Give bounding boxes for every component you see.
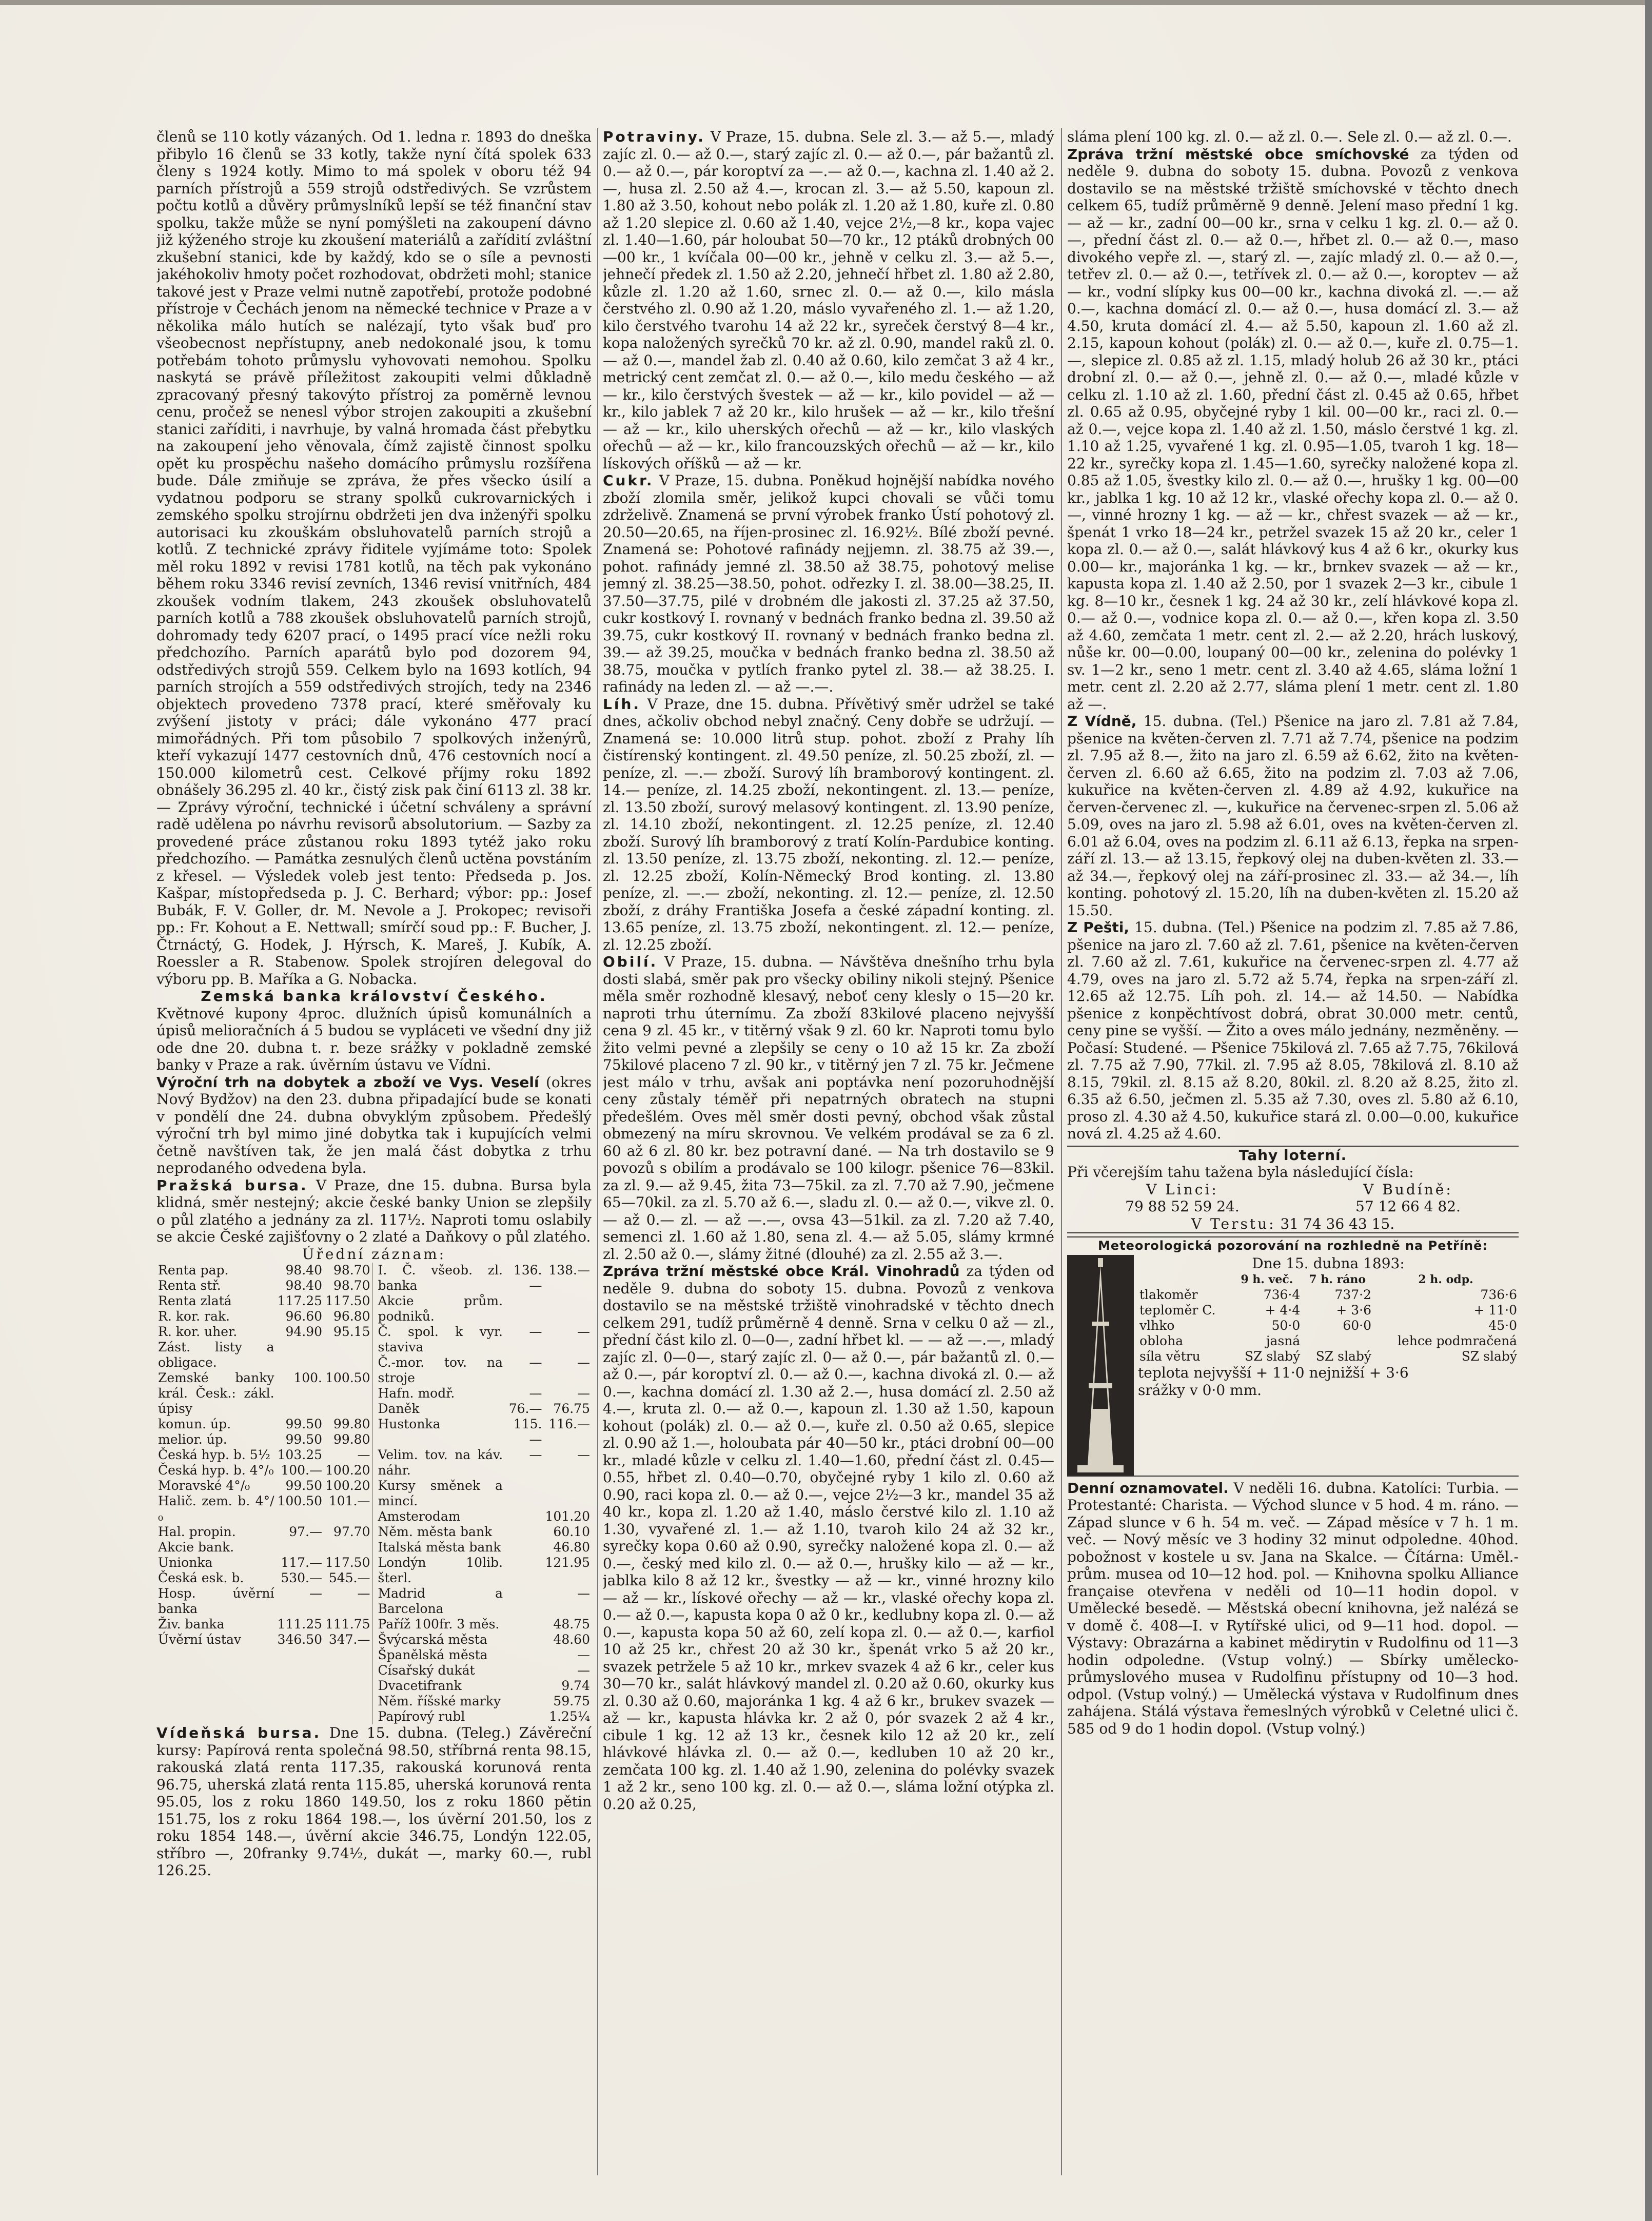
column-3-continuation: sláma plení 100 kg. zl. 0.— až zl. 0.—. Sele zl. 0.— až zl. 0.—. xyxy=(1067,128,1512,145)
exchange-right-row xyxy=(377,1386,592,1401)
land-bank-heading: Zemská banka království Českého. xyxy=(201,988,547,1005)
prague-exchange-text: V Praze, dne 15. dubna. Bursa byla klidná, směr nestejný; akcie české banky Union se zlepšily o půl zlatého a jednány za zl. 117½. Naproti tomu oslabily se akcie České zajišťovny o 2 zlaté a Daňkovy o půl zlatého. xyxy=(156,1176,592,1245)
exchange-right-cell: 1.25⅟₄ xyxy=(549,1709,590,1724)
exchange-left-cell: Halič. zem. b. 4°/₀ xyxy=(158,1493,274,1524)
exchange-right-cell: Něm. říšské marky xyxy=(378,1694,501,1708)
exchange-left-cell: Úvěrní ústav xyxy=(158,1632,241,1647)
exchange-right-cell: 48.75 xyxy=(553,1617,590,1632)
exchange-right-cell: — xyxy=(577,1355,590,1370)
exchange-left-row xyxy=(156,1309,372,1324)
exchange-right-cell xyxy=(504,1694,543,1709)
exchange-right-row xyxy=(377,1355,592,1386)
meteo-cell: + 11·0 xyxy=(1473,1303,1517,1318)
exchange-left-cell: — xyxy=(309,1586,323,1601)
exchange-right-cell xyxy=(504,1524,543,1540)
exchange-right-cell: — xyxy=(577,1324,590,1339)
provisions-heading: Potraviny. xyxy=(603,128,705,145)
exchange-left-cell: Česká hyp. b. 5⅟₂ xyxy=(158,1447,270,1462)
exchange-left-row xyxy=(156,1447,372,1463)
exchange-left-cell: Zemské banky král. Česk.: zákl. úpisy xyxy=(158,1370,274,1416)
meteo-cell xyxy=(1302,1333,1373,1349)
exchange-left-row xyxy=(156,1340,372,1370)
exchange-right-cell: — xyxy=(529,1447,542,1462)
lottery-buda-numbers: 57 12 66 4 82. xyxy=(1355,1198,1461,1215)
prague-exchange-heading: Pražská bursa. xyxy=(156,1176,308,1194)
provisions-text: V Praze, 15. dubna. Sele zl. 3.— až 5.—, mladý zajíc zl. 0.— až 0.—, starý zajíc zl. 0.— až 0.—, pár bažantů zl. 0.— až 0.—, pár koroptví za —.— až 0.—, kachna zl. 1.40 až 2.—, husa zl. 2.50 až 4.—, krocan zl. 3.— až 5.50, kapoun zl. 1.80 až 3.50, kohout nebo polák zl. 1.20 až 1.80, kuře zl. 0.80 až 1.20 slepice zl. 0.60 až 1.40, vejce 2⅟₂,—8 kr., kopa vajec zl. 1.40—1.60, pár holoubat 50—70 kr., 12 ptáků drobných 00—00 kr., 1 kvíčala 00—00 kr., jehně v celku zl. 3.— až 5.—, jehnečí předek zl. 1.50 až 2.20, jehnečí hřbet zl. 1.80 až 2.80, kůzle zl. 1.20 až 1.60, srnec zl. 0.— až 0.—, kilo másla čerstvého zl. 0.90 až 1.20, máslo vyvařeného zl. 1.— až 1.20, kilo čerstvého tvarohu 14 až 22 kr., syreček čerstvý 8—4 kr., kopa naložených syrečků 70 kr. až zl. 0.90, mandel raků zl. 0.— až 0.—, mandel žab zl. 0.40 až 0.60, kilo zemčat 3 až 4 kr., metrický cent zemčat zl. 0.— až 0.—, kilo medu českého — až — kr., kilo čerstvých švestek — až — kr., kilo povidel — až — kr., kilo jablek 7 až 20 kr., kilo hrušek — až — kr., kilo třešní — až — kr., kilo uherských ořechů — až — kr., kilo vlaských ořechů — až — kr., kilo francouzských ořechů — až — kr., kilo lískových oříšků — až — kr. xyxy=(603,128,1054,472)
exchange-left-cell: 346.50 xyxy=(277,1632,323,1647)
exchange-right-row xyxy=(377,1447,592,1478)
exchange-right-cell: 116.— xyxy=(548,1417,590,1431)
pest-report-heading: Z Pešti, xyxy=(1067,919,1130,936)
meteo-precipitation: srážky v 0·0 mm. xyxy=(1138,1381,1262,1399)
exchange-left-cell: 99.80 xyxy=(333,1432,370,1447)
exchange-right-row xyxy=(377,1678,592,1694)
exchange-right-cell xyxy=(504,1586,543,1617)
column-rule-2 xyxy=(1061,128,1062,2175)
exchange-right-row xyxy=(377,1293,592,1324)
exchange-left-row xyxy=(156,1324,372,1340)
exchange-left-row xyxy=(156,1586,372,1617)
petrin-tower-icon xyxy=(1067,1255,1134,1476)
meteo-row xyxy=(1138,1349,1519,1364)
exchange-left-row xyxy=(156,1463,372,1478)
exchange-left-cell: 98.70 xyxy=(333,1278,370,1293)
column-rule-1 xyxy=(597,128,598,2175)
annual-fair-heading: Výroční trh na dobytek a zboží ve Vys. Veselí xyxy=(156,1073,539,1091)
exchange-right-cell: 115.— xyxy=(513,1417,542,1447)
meteo-date: Dne 15. dubna 1893: xyxy=(1252,1254,1405,1272)
exchange-left-row xyxy=(156,1478,372,1493)
column-2 xyxy=(603,128,1054,2175)
meteo-cell: SZ slabý xyxy=(1244,1349,1301,1364)
exchange-left-cell: — xyxy=(357,1586,370,1601)
exchange-right-cell: — xyxy=(577,1586,590,1601)
vinohrady-market-heading: Zpráva tržní městské obce Král. Vinohradů xyxy=(603,1263,960,1280)
meteo-col-evening: 9 h. več. xyxy=(1241,1273,1293,1286)
exchange-right-cell: — xyxy=(529,1355,542,1370)
exchange-left-row xyxy=(156,1524,372,1540)
exchange-left-cell: Živ. banka xyxy=(158,1617,225,1632)
exchange-right-cell: Amsterodam xyxy=(378,1509,461,1524)
exchange-right-cell: Velim. tov. na káv. náhr. xyxy=(378,1447,503,1478)
exchange-right-cell xyxy=(504,1555,543,1586)
exchange-left-cell: 96.80 xyxy=(333,1309,370,1324)
exchange-right-cell: Hafn. modř. xyxy=(378,1386,455,1401)
exchange-right-row xyxy=(377,1509,592,1524)
exchange-right-cell xyxy=(504,1617,543,1632)
exchange-left-cell: 100.50 xyxy=(277,1493,323,1508)
exchange-right-cell: 59.75 xyxy=(553,1694,590,1708)
exchange-left-cell: Renta pap. xyxy=(158,1263,229,1277)
exchange-right-cell: Císařský dukát xyxy=(378,1663,475,1678)
exchange-right-cell: 136.— xyxy=(513,1263,542,1293)
exchange-left-cell: 100. xyxy=(293,1370,323,1385)
exchange-right-cell: Italská města bank xyxy=(378,1540,501,1555)
exchange-table-left xyxy=(156,1263,372,1647)
exchange-right-cell: 48.60 xyxy=(553,1632,590,1647)
exchange-left-cell: 99.50 xyxy=(285,1478,323,1493)
sugar-text: V Praze, 15. dubna. Poněkud hojnější nabídka nového zboží zlomila směr, jelikož kupci chovali se vůči tomu zdrželivě. Znamená se první výrobek franko Ústí pohotový zl. 20.50—20.65, na říjen-prosinec zl. 16.92⅟₂. Bílé zboží pevné. Znamená se: Pohotové rafinády nejjemn. zl. 38.75 až 39.—, pohot. rafinády jemné zl. 38.50 až 38.75, pohotový melise jemný zl. 38.25—38.50, pohot. odřezky I. zl. 38.00—38.25, II. 37.50—37.75, pilé v drobném dle jakosti zl. 37.25 až 37.50, cukr kostkový I. rovnaný v bednách franko bedna zl. 39.50 až 39.75, cukr kostkový II. rovnaný v bednách franko bedna zl. 39.— až 39.25, moučka v bednách franko bedna zl. 38.50 až 38.75, moučka v pytlích franko pytel zl. 38.— až 38.25. I. rafinády na leden zl. — až —.—. xyxy=(603,472,1054,695)
exchange-right-cell: — xyxy=(577,1447,590,1462)
exchange-right-cell: — xyxy=(577,1663,590,1678)
exchange-right-row xyxy=(377,1586,592,1617)
exchange-right-cell: 138.— xyxy=(548,1263,590,1277)
exchange-left-cell: 117.50 xyxy=(325,1293,370,1308)
exchange-right-cell: Madrid a Barcelona xyxy=(378,1586,503,1616)
exchange-right-cell: Londýn 10lib. šterl. xyxy=(378,1555,503,1585)
exchange-left-cell: 99.50 xyxy=(285,1417,323,1431)
meteo-cell: tlakoměr xyxy=(1139,1287,1198,1302)
spirits-text: V Praze, dne 15. dubna. Přívětivý směr udržel se také dnes, ačkoliv obchod nebyl značný. Ceny dobře se udržují. — Znamená se: 10.000 litrů stup. pohot. zboží z Prahy líh čistírenský kontingent. zl. 49.50 peníze, zl. 50.25 zboží, zl. — peníze, zl. —.— zboží. Surový líh bramborový kontingent. zl. 14.— peníze, zl. 14.25 zboží, nekontingent. zl. 13.— peníze, zl. 13.50 zboží, surový melasový kontingent. zl. 13.90 peníze, zl. 14.10 zboží, nekontingent. zl. 12.25 peníze, zl. 12.40 zboží. Surový líh bramborový z tratí Kolín-Pardubice konting. zl. 13.50 peníze, zl. 13.75 zboží, nekonting. zl. 12.— peníze, zl. 12.25 zboží, Kolín-Německý Brod konting. zl. 13.80 peníze, zl. —.— zboží, nekonting. zl. 12.— peníze, zl. 12.50 zboží, z dráhy Františka Josefa a české západní konting. zl. 13.65 peníze, zl. 13.75 zboží, nekontingent. zl. 12.— peníze, zl. 12.25 zboží. xyxy=(603,695,1054,953)
exchange-right-cell: 9.74 xyxy=(561,1678,590,1693)
exchange-left-cell: Akcie bank. xyxy=(158,1540,234,1555)
exchange-left-cell: 100.50 xyxy=(325,1370,370,1385)
exchange-right-cell: Č. spol. k vyr. staviva xyxy=(378,1324,503,1354)
exchange-table-right xyxy=(377,1263,592,1724)
exchange-right-cell: Č.-mor. tov. na stroje xyxy=(378,1355,503,1385)
lottery-trieste-numbers: 31 74 36 43 15. xyxy=(1280,1215,1395,1232)
exchange-right-cell: — xyxy=(577,1647,590,1662)
pest-report-text: 15. dubna. (Tel.) Pšenice na podzim zl. 7.85 až 7.86, pšenice na jaro zl. 7.60 až zl. 7.61, pšenice na květen-červen zl. 7.60 až zl. 7.61, kukuřice na červenec-srpen zl. 4.77 až 4.79, oves na jaro zl. 5.72 až 5.74, řepka na srpen-září zl. 12.65 až 12.75. Líh poh. zl. 14.— až 14.50. — Nabídka pšenice z konpěchtívost dobrá, obrat 30.000 metr. centů, ceny pine se vyšší. — Žito a oves málo jednány, nezměněny. — Počasí: Studené. — Pšenice 75kilová zl. 7.65 až 7.75, 76kilová zl. 7.75 až 7.90, 77kil. zl. 7.95 až 8.05, 78kilová zl. 8.10 až 8.15, 79kil. zl. 8.15 až 8.20, 80kil. zl. 8.20 až 8.25, žito zl. 6.35 až 6.50, ječmen zl. 5.35 až 7.30, oves zl. 5.80 až 6.10, proso zl. 4.30 až 4.50, kukuřice stará zl. 0.00—0.00, kukuřice nová zl. 4.25 až 4.60. xyxy=(1067,919,1519,1142)
exchange-right-row xyxy=(377,1632,592,1647)
exchange-right-cell xyxy=(504,1509,543,1524)
exchange-right-cell: Hustonka xyxy=(378,1417,441,1431)
exchange-left-cell: Česká esk. b. xyxy=(158,1570,244,1585)
exchange-left-row xyxy=(156,1417,372,1432)
exchange-left-row xyxy=(156,1432,372,1447)
exchange-right-row xyxy=(377,1263,592,1293)
exchange-right-row xyxy=(377,1617,592,1632)
vienna-report-text: 15. dubna. (Tel.) Pšenice na jaro zl. 7.81 až 7.84, pšenice na květen-červen zl. 7.71 až 7.74, pšenice na podzim zl. 7.95 až 8.—, žito na jaro zl. 6.59 až 6.62, žito na květen-červen zl. 6.60 až 6.65, žito na podzim zl. 7.03 až 7.06, kukuřice na květen-červen zl. 4.89 až 4.92, kukuřice na červen-červenec zl. —, kukuřice na červenec-srpen zl. 5.06 až 5.09, oves na jaro zl. 5.98 až 6.01, oves na květen-červen zl. 6.01 až 6.04, oves na podzim zl. 6.11 až 6.13, řepka na srpen-září zl. 13.— až 13.15, řepkový olej na duben-květen zl. 33.— až 34.—, řepkový olej na září-prosinec zl. 33.— až 34.—, líh konting. pohotový zl. 15.20, líh na duben-květen zl. 15.20 až 15.50. xyxy=(1067,713,1519,919)
exchange-left-cell: — xyxy=(357,1447,370,1462)
exchange-right-row xyxy=(377,1709,592,1724)
meteo-row xyxy=(1138,1333,1519,1349)
vienna-report-heading: Z Vídně, xyxy=(1067,713,1137,730)
exchange-left-cell xyxy=(276,1340,324,1370)
exchange-left-cell: 100.20 xyxy=(325,1478,370,1493)
exchange-left-cell: 95.15 xyxy=(333,1324,370,1339)
exchange-left-cell: 97.70 xyxy=(333,1524,370,1539)
daily-announcer-text: V neděli 16. dubna. Katolíci: Turbia. — Protestanté: Charista. — Východ slunce v 5 hod. 4 m. ráno. — Západ slunce v 6 h. 54 m. več. — Západ měsíce v 7 h. 1 m. več. — Nový měsíc ve 3 hodiny 32 minut odpoledne. 40hod. pobožnost v kostele u sv. Jana na Skalce. — Čítárna: Uměl.-prům. musea od 10—12 hod. pol. — Knihovna spolku Alliance française otevřena v neděli od 10—11 hodin dopol. v Umělecké besedě. — Městská obecní knihovna, jež nalézá se v domě č. 408—I. v Rytířské ulici, od 9—11 hod. dopol. — Výstavy: Obrazárna a kabinet mědirytin v Rudolfinu od 11—3 hodin odpoledne. (Vstup volný.) — Sbírky umělecko-průmyslového musea v Rudolfinu přístupny od 10—3 hod. odpol. (Vstup volný.) — Umělecká výstava v Rudolfinum dnes zahájena. Stálá výstava řemeslných výrobků v Celetné ulici č. 585 od 9 do 1 hodin dopol. (Vstup volný.) xyxy=(1067,1479,1519,1737)
exchange-left-row xyxy=(156,1370,372,1417)
exchange-left-cell: 99.80 xyxy=(333,1417,370,1431)
meteo-extremes: teplota nejvyšší + 11·0 nejnižší + 3·6 xyxy=(1138,1364,1409,1381)
lottery-trieste-label: V Terstu: xyxy=(1191,1215,1276,1232)
vienna-exchange-heading: Vídeňská bursa. xyxy=(156,1724,322,1741)
exchange-left-cell: melior. úp. xyxy=(158,1432,227,1447)
exchange-left-cell: 347.— xyxy=(328,1632,370,1647)
meteo-cell: obloha xyxy=(1139,1333,1184,1348)
meteo-cell: jasná xyxy=(1266,1333,1301,1348)
exchange-left-cell xyxy=(324,1340,371,1370)
exchange-right-row xyxy=(377,1324,592,1355)
exchange-right-cell xyxy=(504,1709,543,1724)
exchange-right-cell xyxy=(544,1293,592,1324)
exchange-right-row xyxy=(377,1663,592,1678)
page-edge-top xyxy=(0,0,1652,5)
exchange-right-row xyxy=(377,1555,592,1586)
exchange-left-row xyxy=(156,1555,372,1570)
boiler-association-report: členů se 110 kotly vázaných. Od 1. ledna r. 1893 do dneška přibylo 16 členů se 33 kotly, takže nyní čítá spolek 633 členy s 1924 kotly. Mimo to má spolek v oboru též 94 parních přístrojů a 559 strojů odstředivých. Se vzrůstem počtu kotlů a důvěry průmyslníků lepší se též finanční stav spolku, takže může se nyní pomýšleti na zakoupení dávno již kýženého stroje ku zkoušení materiálů a zařídití zvláštní zkušební stanici, kde by každý, kdo se o síle a pevnosti jakéhokoliv hmoty počet rozhodovat, obdržeti mohl; stanice takové jest v Praze velmi nutně zapotřebí, protože podobné přístroje v Čechách jenom na německé technice v Praze a v několika málo hutích se nalézají, tyto však buď pro všeobecnost nepřístupny, aneb nedokonalé jsou, k tomu potřebám tohoto průmyslu vyhovovati nemohou. Spolku naskytá se právě příležitost zakoupiti velmi důkladně zpracovaný přesný takovýto přístroj za poměrně levnou cenu, pročež se nenesl výbor strojen zakoupiti a zkušební stanici zaříditi, i navrhuje, by valná hromada část přebytku na zakoupení jeho věnovala, čímž zajistě činnost spolku opět ku prospěchu našeho domácího průmyslu rozšířena bude. Dále zmiňuje se zpráva, že přes všecko úsilí a vydatnou podporu se strany spolků cukrovarnických i zemského spolku strojírnu obdržeti jen dva inženýři spolku autorisaci ku zkouškám obsluhovatelů parních strojů a kotlů. Z technické zprávy řiditele vyjímáme toto: Spolek měl roku 1892 v revisi 1781 kotlů, na těch pak vykonáno během roku 3346 revisí zevních, 1346 revisí vnitřních, 484 zkoušek vodním tlakem, 243 zkoušek obsluhovatelů parních kotlů a 788 zkoušek obsluhovatelů parních strojů, dohromady tedy 6207 prací, o 1495 prací více nežli roku předchozího. Parních aparátů bylo pod dozorem 94, odstředivých strojů 559. Celkem bylo na 1693 kotlích, 94 parních strojích a 559 odstředivých strojích, tedy na 2346 objektech provedeno 7378 prací, které směřovaly ku zvýšení jistoty v práci; dále vykonáno 477 prací mimořádných. Při tom působilo 7 spolkových inženýrů, kteří vykazují 1477 cestovních dnů, 476 cestovních nocí a 150.000 kilometrů cest. Celkové příjmy roku 1892 obnášely 36.295 zl. 40 kr., čistý zisk pak činí 6113 zl. 38 kr. — Zprávy výroční, technické i účetní schváleny a správní radě udělena po návrhu revisorů absolutorium. — Sazby za provedené práce zůstanou roku 1893 tytéž jako roku předchozího. — Památka zesnulých členů uctěna povstáním z křesel. — Výsledek voleb jest tento: Předseda p. Jos. Kašpar, místopředseda p. J. C. Berhard; výbor: pp.: Josef Bubák, F. V. Goller, dr. M. Nevole a J. Prokopec; revisoři pp.: Fr. Kohout a E. Nettwall; smírčí soud pp.: F. Bucher, J. Čtrnáctý, G. Hodek, J. Hýrsch, K. Mareš, J. Kubík, A. Roessler a R. Stabenow. Spolek strojíren delegoval do výboru pp. B. Maříka a G. Nobacka. xyxy=(156,128,592,988)
exchange-tables xyxy=(156,1263,592,1724)
exchange-left-row xyxy=(156,1570,372,1586)
exchange-left-cell: Renta zlatá xyxy=(158,1293,232,1308)
lottery-linz-label: V Linci: xyxy=(1146,1181,1218,1198)
exchange-right-cell: 121.95 xyxy=(545,1555,590,1570)
daily-announcer-heading: Denní oznamovatel. xyxy=(1067,1479,1229,1497)
exchange-left-cell: 103.25 xyxy=(277,1447,323,1462)
meteo-col-morning: 7 h. ráno xyxy=(1309,1273,1366,1286)
page-edge-right xyxy=(1645,0,1652,2221)
smichov-market-text: za týden od neděle 9. dubna do soboty 15. dubna. Povozů z venkova dostavilo se na městské tržiště smíchovské v těchto dnech celkem 65, tudíž průměrně 9 denně. Jelení maso přední 1 kg. — až — kr., zadní 00—00 kr., srna v celku 1 kg. zl. 0.— až 0.—, přední část zl. 0.— až 0.—, hřbet zl. 0.— až 0.—, maso divokého vepře zl. —, starý zl. —, zajíc mladý zl. 0.— až 0.—, tetřev zl. 0.— až 0.—, tetřívek zl. 0.— až 0.—, koroptev — až — kr., vodní slípky kus 00—00 kr., kachna divoká zl. —.— až 0.—, kachna domácí zl. 0.— až 0.—, husa domácí zl. 3.— až 4.50, kruta domácí zl. 4.— až 5.50, kapoun zl. 1.60 až zl. 2.15, kapoun kohout (polák) zl. 0.— až 0.—, kuře zl. 0.75—1.—, slepice zl. 0.85 až zl. 1.15, mladý holub 26 až 30 kr., ptáci drobní zl. 0.— až 0.—, jehně zl. 0.— až 0.—, mladé kůzle v celku zl. 1.10 až zl. 1.60, přední část zl. 0.45 až 0.65, hřbet zl. 0.65 až 0.95, obyčejné ryby 1 kil. 00—00 kr., raci zl. 0.— až 0.—, vejce kopa zl. 1.40 až zl. 1.50, máslo čerstvé 1 kg. zl. 1.10 až 1.25, vyvařené 1 kg. zl. 0.95—1.05, tvaroh 1 kg. 18—22 kr., syrečky kopa zl. 1.45—1.60, syrečky naložené kopa zl. 0.85 až 1.05, švestky kilo zl. 0.— až 0.—, hrušky 1 kg. 00—00 kr., jablka 1 kg. 10 až 12 kr., vlaské ořechy kopa zl. 0.— až 0.—, vinné hrozny 1 kg. — až — kr., chřest svazek — až — kr., špenát 1 vrko 18—24 kr., petržel svazek 15 až 20 kr., celer 1 kopa zl. 0.— až 0.—, salát hlávkový kus 4 až 6 kr., okurky kus 0.00— kr., majoránka 1 kg. — kr., brnkev svazek — až — kr., kapusta kopa zl. 1.40 až 2.50, por 1 svazek 2—3 kr., cibule 1 kg. 8—10 kr., česnek 1 kg. 24 až 30 kr., zelí hlávkové kopa zl. 0.— až 0.—, vodnice kopa zl. 0.— až 0.—, křen kopa zl. 3.50 až 4.60, zemčata 1 metr. cent zl. 2.— až 2.20, hrách luskový, nůše kr. 00—0.00, loupaný 00—00 kr., zelenina do polévky 1 sv. 1—2 kr., seno 1 metr. cent zl. 3.40 až 4.65, sláma ložní 1 metr. cent zl. 2.20 až 2.77, sláma plení 1 metr. cent zl. 1.80 až —. xyxy=(1067,145,1519,713)
exchange-left-cell: Moravské 4°/₀ xyxy=(158,1478,250,1493)
meteo-box xyxy=(1067,1236,1519,1477)
exchange-right-cell: 101.20 xyxy=(545,1509,590,1524)
lottery-heading: Tahy loterní. xyxy=(1238,1146,1347,1164)
meteo-cell: 60·0 xyxy=(1343,1318,1372,1333)
meteo-cell: síla větru xyxy=(1139,1349,1201,1364)
exchange-left-cell: Zást. listy a obligace. xyxy=(158,1340,274,1370)
exchange-right-cell xyxy=(504,1632,543,1647)
exchange-left-cell: 98.70 xyxy=(333,1263,370,1277)
exchange-left-row xyxy=(156,1263,372,1278)
exchange-left-cell: 117.50 xyxy=(325,1555,370,1570)
exchange-right-cell: — xyxy=(529,1386,542,1401)
exchange-left-cell: R. kor. rak. xyxy=(158,1309,230,1324)
exchange-left-cell: 100.20 xyxy=(325,1463,370,1478)
annual-fair-text: (okres Nový Bydžov) na den 23. dubna připadající bude se konati v pondělí dne 24. dubna obvyklým způsobem. Předešlý výroční trh byl mimo jiné dobytka tak i kupujících velmi četně navštíven tak, že jen malá část dobytka z trhu neprodaného odvedena byla. xyxy=(156,1073,592,1176)
spirits-heading: Líh. xyxy=(603,695,641,713)
exchange-left-cell: R. kor. uher. xyxy=(158,1324,238,1339)
lottery-intro: Při včerejším tahu tažena byla následující čísla: xyxy=(1067,1164,1414,1181)
meteo-cell: teploměr C. xyxy=(1139,1303,1216,1318)
exchange-left-row xyxy=(156,1617,372,1632)
exchange-right-cell: Dvacetifrank xyxy=(378,1678,462,1693)
exchange-right-cell: Papírový rubl xyxy=(378,1709,465,1724)
exchange-left-cell: 117.— xyxy=(281,1555,323,1570)
exchange-right-row xyxy=(377,1524,592,1540)
exchange-right-cell xyxy=(504,1678,543,1694)
exchange-left-row xyxy=(156,1293,372,1309)
exchange-left-cell: 101.— xyxy=(328,1493,370,1508)
exchange-right-cell xyxy=(504,1293,543,1324)
exchange-left-cell: 111.75 xyxy=(325,1617,370,1632)
exchange-left-row xyxy=(156,1632,372,1647)
exchange-right-row xyxy=(377,1540,592,1555)
exchange-left-cell xyxy=(324,1540,371,1555)
exchange-left-row xyxy=(156,1540,372,1555)
exchange-left-row xyxy=(156,1493,372,1524)
meteo-col-afternoon: 2 h. odp. xyxy=(1418,1273,1473,1286)
exchange-left-cell: 97.— xyxy=(289,1524,323,1539)
grain-heading: Obilí. xyxy=(603,953,658,970)
exchange-right-cell xyxy=(504,1647,543,1663)
meteo-cell: SZ slabý xyxy=(1461,1349,1517,1364)
meteo-cell: 45·0 xyxy=(1488,1318,1517,1333)
vienna-exchange-text: Dne 15. dubna. (Teleg.) Závěreční kursy: Papírová renta společná 98.50, stříbrná renta 98.15, rakouská zlatá renta 117.35, rakouská korunová renta 96.75, uherská zlatá renta 115.85, uherská korunová renta 95.05, los z roku 1860 149.50, los z roku 1860 pětin 151.75, los z roku 1864 198.—, los úvěrní 201.50, los z roku 1854 148.—, úvěrní akcie 346.75, Londýn 122.05, stříbro —, 20franky 9.74⅟₂, dukát —, marky 60.—, rubl 126.25. xyxy=(156,1724,592,1879)
exchange-left-cell xyxy=(276,1540,324,1555)
exchange-right-row xyxy=(377,1417,592,1447)
exchange-right-row xyxy=(377,1694,592,1709)
exchange-left-cell: 100.— xyxy=(281,1463,323,1478)
exchange-right-cell: Kursy směnek a mincí. xyxy=(378,1478,503,1508)
meteo-cell: + 3·6 xyxy=(1336,1303,1372,1318)
exchange-right-row xyxy=(377,1401,592,1417)
meteo-row xyxy=(1138,1318,1519,1333)
meteo-cell: 736·4 xyxy=(1263,1287,1301,1302)
exchange-left-cell: 94.90 xyxy=(285,1324,323,1339)
exchange-left-cell: 111.25 xyxy=(277,1617,323,1632)
column-1 xyxy=(156,128,592,2175)
exchange-left-row xyxy=(156,1278,372,1293)
exchange-left-cell: Unionka xyxy=(158,1555,213,1570)
exchange-right-cell xyxy=(504,1663,543,1678)
exchange-right-cell xyxy=(504,1478,543,1509)
exchange-left-cell: Hosp. úvěrní banka xyxy=(158,1586,274,1616)
exchange-right-cell: Akcie prům. podniků. xyxy=(378,1293,503,1324)
official-record-title: Úřední záznam: xyxy=(302,1245,446,1263)
sugar-heading: Cukr. xyxy=(603,472,654,489)
exchange-left-cell: 99.50 xyxy=(285,1432,323,1447)
vinohrady-market-text: za týden od neděle 9. dubna do soboty 15. dubna. Povozů z venkova dostavilo se na městské tržiště vinohradské v těchto dnech celkem 291, tudíž průměrně 4 denně. Srna v celku 0 až — zl., přední část kilo zl. 0—0—, zadní hřbet kl. — — až —.—, mladý zajíc zl. 0—0—, starý zajíc zl. 0— až 0.—, pár bažantů zl. 0.— až 0.—, pár koroptví zl. 0.— až 0.—, kachna divoká zl. 0.— až 0.—, kachna domácí zl. 1.30 až 2.—, husa domácí zl. 2.50 až 4.—, kruta zl. 0.— až 0.—, kapoun zl. 1.30 až 1.50, kapoun kohout (polák) zl. 0.— až 0.—, kuře zl. 0.50 až 0.65, slepice zl. 0.90 až 1.—, holoubata pár 40—50 kr., ptáci drobní 00—00 kr., mladé kůzle v celku zl. 1.40—1.60, přední část zl. 0.45—0.55, hřbet zl. 0.40—0.70, obyčejné ryby 1 kilo zl. 0.60 až 0.90, raci kopa zl. 0.— až 0.—, vejce 2⅟₂—3 kr., mandel 35 až 40 kr., kopa zl. 1.20 až 1.40, máslo čerstvé kilo zl. 1.10 až 1.30, vyvařené zl. 1.— až 1.10, tvaroh kilo 24 až 32 kr., syrečky kopa 0.60 až 0.90, syrečky naložené kopa zl. 0.— až 0.—, český med kilo zl. 0.— až 0.—, hrušky kilo — až — kr., jablka kilo 8 až 12 kr., švestky — až — kr., vinné hrozny kilo — až — kr., lískové ořechy — až — kr., vlaské ořechy kopa zl. 0.— až 0.—, kapusta kopa 0 až 0 kr., kedlubny kopa zl. 0.— až 0.—, kapusta kopa 50 až 60, zelí kopa zl. 0.— až 0.—, karfiol 10 až 25 kr., chřest 20 až 30 kr., špenát vrko 5 až 20 kr., svazek petržele 5 až 10 kr., mrkev svazek 4 až 6 kr., celer kus 30—70 kr., salát hlávkový mandel zl. 0.20 až 0.60, okurky kus zl. 0.30 až 0.60, majoránka 1 kg. 4 až 6 kr., brukev svazek — až — kr., kapusta hlávka kr. 2 až 0, pór svazek 2 až 4 kr., cibule 1 kg. 12 až 13 kr., česnek kilo 12 až 20 kr., zelí hlávkové hlávka zl. 0.— až 0.—, kedluben 10 až 20 kr., zemčata 100 kg. zl. 1.40 až 1.90, zelenina do polévky svazek 1 až 2 kr., seno 100 kg. zl. 0.— až 0.—, sláma ložní otýpka zl. 0.20 až 0.25, xyxy=(603,1263,1054,1813)
smichov-market-heading: Zpráva tržní městské obce smíchovské xyxy=(1067,145,1409,163)
exchange-right-cell: 46.80 xyxy=(553,1540,590,1555)
meteo-cell: lehce podmračená xyxy=(1397,1333,1517,1348)
meteo-cell: 737·2 xyxy=(1334,1287,1372,1302)
column-3 xyxy=(1067,128,1519,2175)
exchange-right-row xyxy=(377,1478,592,1509)
exchange-right-row xyxy=(377,1647,592,1663)
exchange-right-cell: Něm. města bank xyxy=(378,1524,493,1539)
exchange-right-cell: 76.75 xyxy=(553,1401,590,1416)
exchange-right-cell: 60.10 xyxy=(553,1524,590,1539)
grain-text: V Praze, 15. dubna. — Návštěva dnešního trhu byla dosti slabá, směr pak pro všecky obiliny nikoli stejný. Pšenice měla směr rozhodně klesavý, neboť ceny klesly o 15—20 kr. naproti trhu úternímu. Za zboží 83kilové placeno nejvyšší cena 9 zl. 45 kr., v titěrný však 9 zl. 60 kr. Naproti tomu bylo žito velmi pevné a zlepšily se ceny o 10 až 15 kr. Za zboží 75kilové placeno 7 zl. 90 kr., v titěrný jen 7 zl. 75 kr. Ječmene jest málo v trhu, avšak ani poptávka není pozoruhodnější ceny zůstaly téměř při nepatrných obratech na stupni předešlém. Oves měl směr dosti pevný, obchod však zůstal obmezený na míru skrovnou. Ve velkém prodával se za 6 zl. 60 až 6 zl. 80 kr. bez potravní dané. — Na trh dostavilo se 9 povozů s obilím a prodávalo se 100 kilogr. pšenice 76—83kil. za zl. 9.— až 9.45, žita 73—75kil. za zl. 7.70 až 7.90, ječmene 65—70kil. za zl. 5.70 až 6.—, sladu zl. 0.— až 0.—, vikve zl. 0.— až 0.— zl. — až —.—, ovsa 43—51kil. za zl. 7.20 až 7.40, semenci zl. 1.60 až 1.80, sena zl. 4.— až 5.05, slámy krmné zl. 2.50 až 0.—, slámy žitné (dlouhé) za zl. 2.55 až 3.—. xyxy=(603,953,1054,1263)
meteo-row xyxy=(1138,1303,1519,1318)
exchange-right-cell: — xyxy=(577,1386,590,1401)
exchange-right-cell xyxy=(504,1540,543,1555)
lottery-buda-label: V Budíně: xyxy=(1363,1181,1453,1198)
land-bank-text: Květnové kupony 4proc. dlužních úpisů komunálních a úpisů melioračních á 5 budou se vypláceti ve všední dny již ode dne 20. dubna t. r. beze srážky v pokladně zemské banky v Praze a rak. úvěrním ústavu ve Vídni. xyxy=(156,1005,592,1073)
exchange-right-cell: Paříž 100fr. 3 měs. xyxy=(378,1617,500,1632)
exchange-left-cell: Hal. propin. xyxy=(158,1524,236,1539)
lottery-box xyxy=(1067,1146,1519,1234)
lottery-linz-numbers: 79 88 52 59 24. xyxy=(1125,1198,1240,1215)
exchange-left-cell: Renta stř. xyxy=(158,1278,221,1293)
exchange-right-cell: Daněk xyxy=(378,1401,420,1416)
meteo-cell: + 4·4 xyxy=(1265,1303,1301,1318)
exchange-left-cell: Česká hyp. b. 4°/₀ xyxy=(158,1463,274,1478)
exchange-right-cell xyxy=(544,1478,592,1509)
exchange-left-cell: komun. úp. xyxy=(158,1417,231,1431)
exchange-left-cell: 96.60 xyxy=(285,1309,323,1324)
meteo-cell: 50·0 xyxy=(1271,1318,1301,1333)
exchange-left-cell: 530.— xyxy=(281,1570,323,1585)
exchange-right-cell: Švýcarská města xyxy=(378,1632,487,1647)
meteo-table xyxy=(1138,1272,1519,1364)
exchange-right-cell: Španělská města xyxy=(378,1647,488,1662)
meteo-row xyxy=(1138,1287,1519,1303)
exchange-right-cell: I. Č. všeob. zl. banka xyxy=(378,1263,503,1293)
exchange-left-cell: 117.25 xyxy=(277,1293,323,1308)
meteo-cell: vlhko xyxy=(1139,1318,1175,1333)
exchange-right-cell: — xyxy=(529,1324,542,1339)
exchange-left-cell: 545.— xyxy=(328,1570,370,1585)
meteo-cell: SZ slabý xyxy=(1315,1349,1372,1364)
exchange-right-cell: 76.— xyxy=(508,1401,542,1416)
meteo-cell: 736·6 xyxy=(1480,1287,1517,1302)
exchange-left-cell: 98.40 xyxy=(285,1263,323,1277)
exchange-left-cell: 98.40 xyxy=(285,1278,323,1293)
meteo-heading: Meteorologická pozorování na rozhledně na Petříně: xyxy=(1098,1239,1488,1253)
